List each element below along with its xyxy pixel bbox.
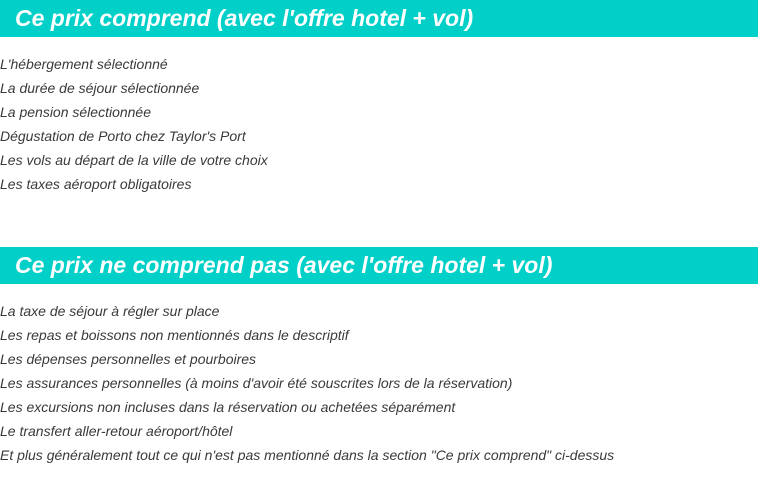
excluded-items-list <box>0 303 614 471</box>
excluded-item: Les excursions non incluses dans la réservation ou achetées séparément <box>0 399 456 415</box>
included-items-list <box>0 56 268 200</box>
excluded-item: Les assurances personnelles (à moins d'avoir été souscrites lors de la réservation) <box>0 375 513 391</box>
included-item: Les vols au départ de la ville de votre choix <box>0 152 268 168</box>
included-item: La durée de séjour sélectionnée <box>0 80 200 96</box>
excluded-item: Les dépenses personnelles et pourboires <box>0 351 257 367</box>
included-item: L'hébergement sélectionné <box>0 56 168 72</box>
included-section-header <box>0 0 758 37</box>
included-section-title: Ce prix comprend (avec l'offre hotel + vol) <box>15 5 474 31</box>
included-item: Dégustation de Porto chez Taylor's Port <box>0 128 246 144</box>
excluded-section-header <box>0 247 758 284</box>
included-item: Les taxes aéroport obligatoires <box>0 176 192 192</box>
excluded-item: Et plus généralement tout ce qui n'est pas mentionné dans la section "Ce prix comprend" ci-dessus <box>0 447 615 463</box>
included-item: La pension sélectionnée <box>0 104 152 120</box>
excluded-item: Le transfert aller-retour aéroport/hôtel <box>0 423 233 439</box>
excluded-section-title: Ce prix ne comprend pas (avec l'offre hotel + vol) <box>15 252 553 278</box>
excluded-item: Les repas et boissons non mentionnés dans le descriptif <box>0 327 349 343</box>
excluded-item: La taxe de séjour à régler sur place <box>0 303 220 319</box>
